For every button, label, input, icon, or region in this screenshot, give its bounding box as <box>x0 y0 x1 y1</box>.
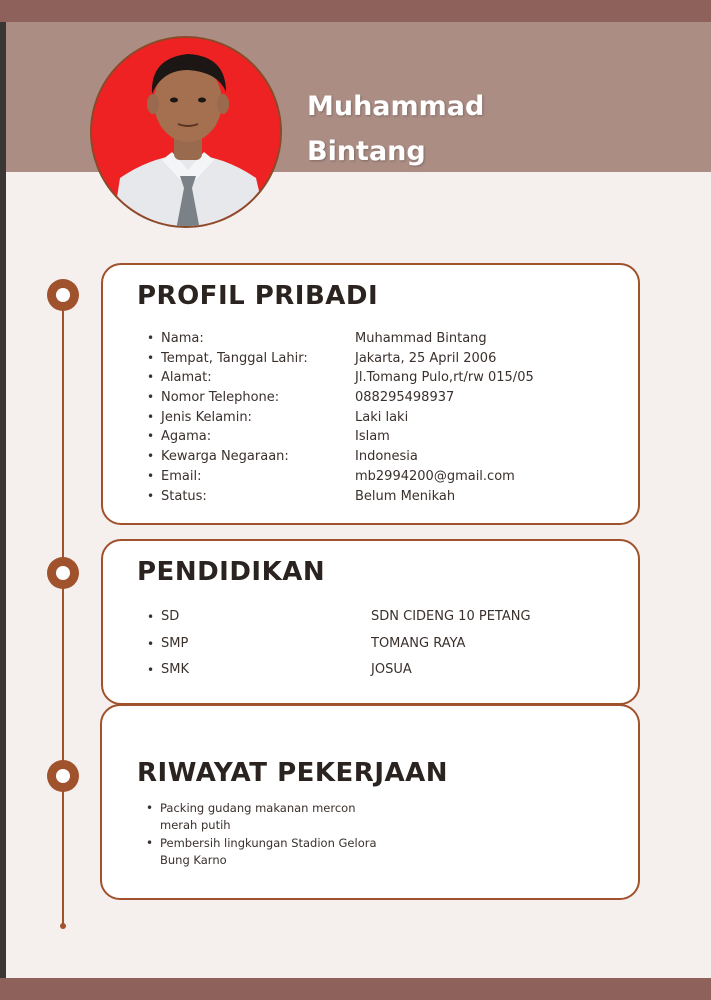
profile-label: Nama: <box>161 331 204 346</box>
work-card <box>100 704 640 900</box>
timeline-marker-profile <box>47 279 79 311</box>
education-title: PENDIDIKAN <box>137 557 326 587</box>
timeline-marker-work <box>47 760 79 792</box>
person-name <box>307 84 484 174</box>
education-card <box>101 539 640 705</box>
education-school: SDN CIDENG 10 PETANG <box>371 609 531 624</box>
education-school: JOSUA <box>371 662 412 677</box>
profile-label: Tempat, Tanggal Lahir: <box>161 350 308 366</box>
list-item <box>147 657 412 684</box>
profile-value: 088295498937 <box>355 390 455 406</box>
list-item <box>147 631 466 658</box>
profile-value: Jl.Tomang Pulo,rt/rw 015/05 <box>355 370 534 386</box>
list-item <box>147 487 456 507</box>
timeline-line <box>62 295 64 927</box>
list-item <box>147 427 390 447</box>
name-second-line: Bintang <box>307 136 426 167</box>
profile-photo <box>90 36 282 228</box>
education-level: SD <box>161 609 180 624</box>
profile-value: Jakarta, 25 April 2006 <box>355 350 497 366</box>
list-item <box>147 329 487 349</box>
profile-label: Status: <box>161 488 207 504</box>
timeline-marker-education <box>47 557 79 589</box>
profile-label: Kewarga Negaraan: <box>161 449 289 465</box>
profile-label: Email: <box>161 468 202 484</box>
profile-label: Nomor Telephone: <box>161 390 280 406</box>
list-item <box>147 467 515 487</box>
timeline-end-dot <box>60 923 66 929</box>
profile-label: Agama: <box>161 429 212 445</box>
list-item <box>147 388 455 408</box>
profile-label: Alamat: <box>161 370 212 386</box>
name-first-line: Muhammad <box>307 91 485 122</box>
list-item <box>147 368 534 388</box>
bottom-strip <box>0 978 711 1000</box>
list-item: • Pembersih lingkungan Stadion Gelora Bung Karno <box>146 835 386 869</box>
list-item <box>147 604 531 631</box>
list-item <box>147 349 497 369</box>
work-list <box>146 800 386 870</box>
profile-value: Belum Menikah <box>355 488 456 504</box>
top-strip <box>0 0 711 22</box>
education-school: TOMANG RAYA <box>371 635 466 651</box>
profile-list <box>147 329 534 506</box>
profile-card <box>101 263 640 525</box>
list-item <box>147 408 409 428</box>
profile-value: Islam <box>355 429 390 445</box>
profile-label: Jenis Kelamin: <box>161 409 252 425</box>
list-item: • Packing gudang makanan mercon merah putih <box>146 800 386 834</box>
profile-value: Indonesia <box>355 449 418 465</box>
profile-value: mb2994200@gmail.com <box>355 468 515 484</box>
profile-value: Muhammad Bintang <box>355 331 487 346</box>
person-portrait-icon <box>92 38 282 228</box>
education-level: SMK <box>161 662 189 677</box>
profile-value: Laki laki <box>355 409 409 425</box>
education-list <box>147 604 531 684</box>
work-title: RIWAYAT PEKERJAAN <box>137 758 448 788</box>
list-item <box>147 447 418 467</box>
profile-title: PROFIL PRIBADI <box>137 281 379 311</box>
education-level: SMP <box>161 635 189 651</box>
